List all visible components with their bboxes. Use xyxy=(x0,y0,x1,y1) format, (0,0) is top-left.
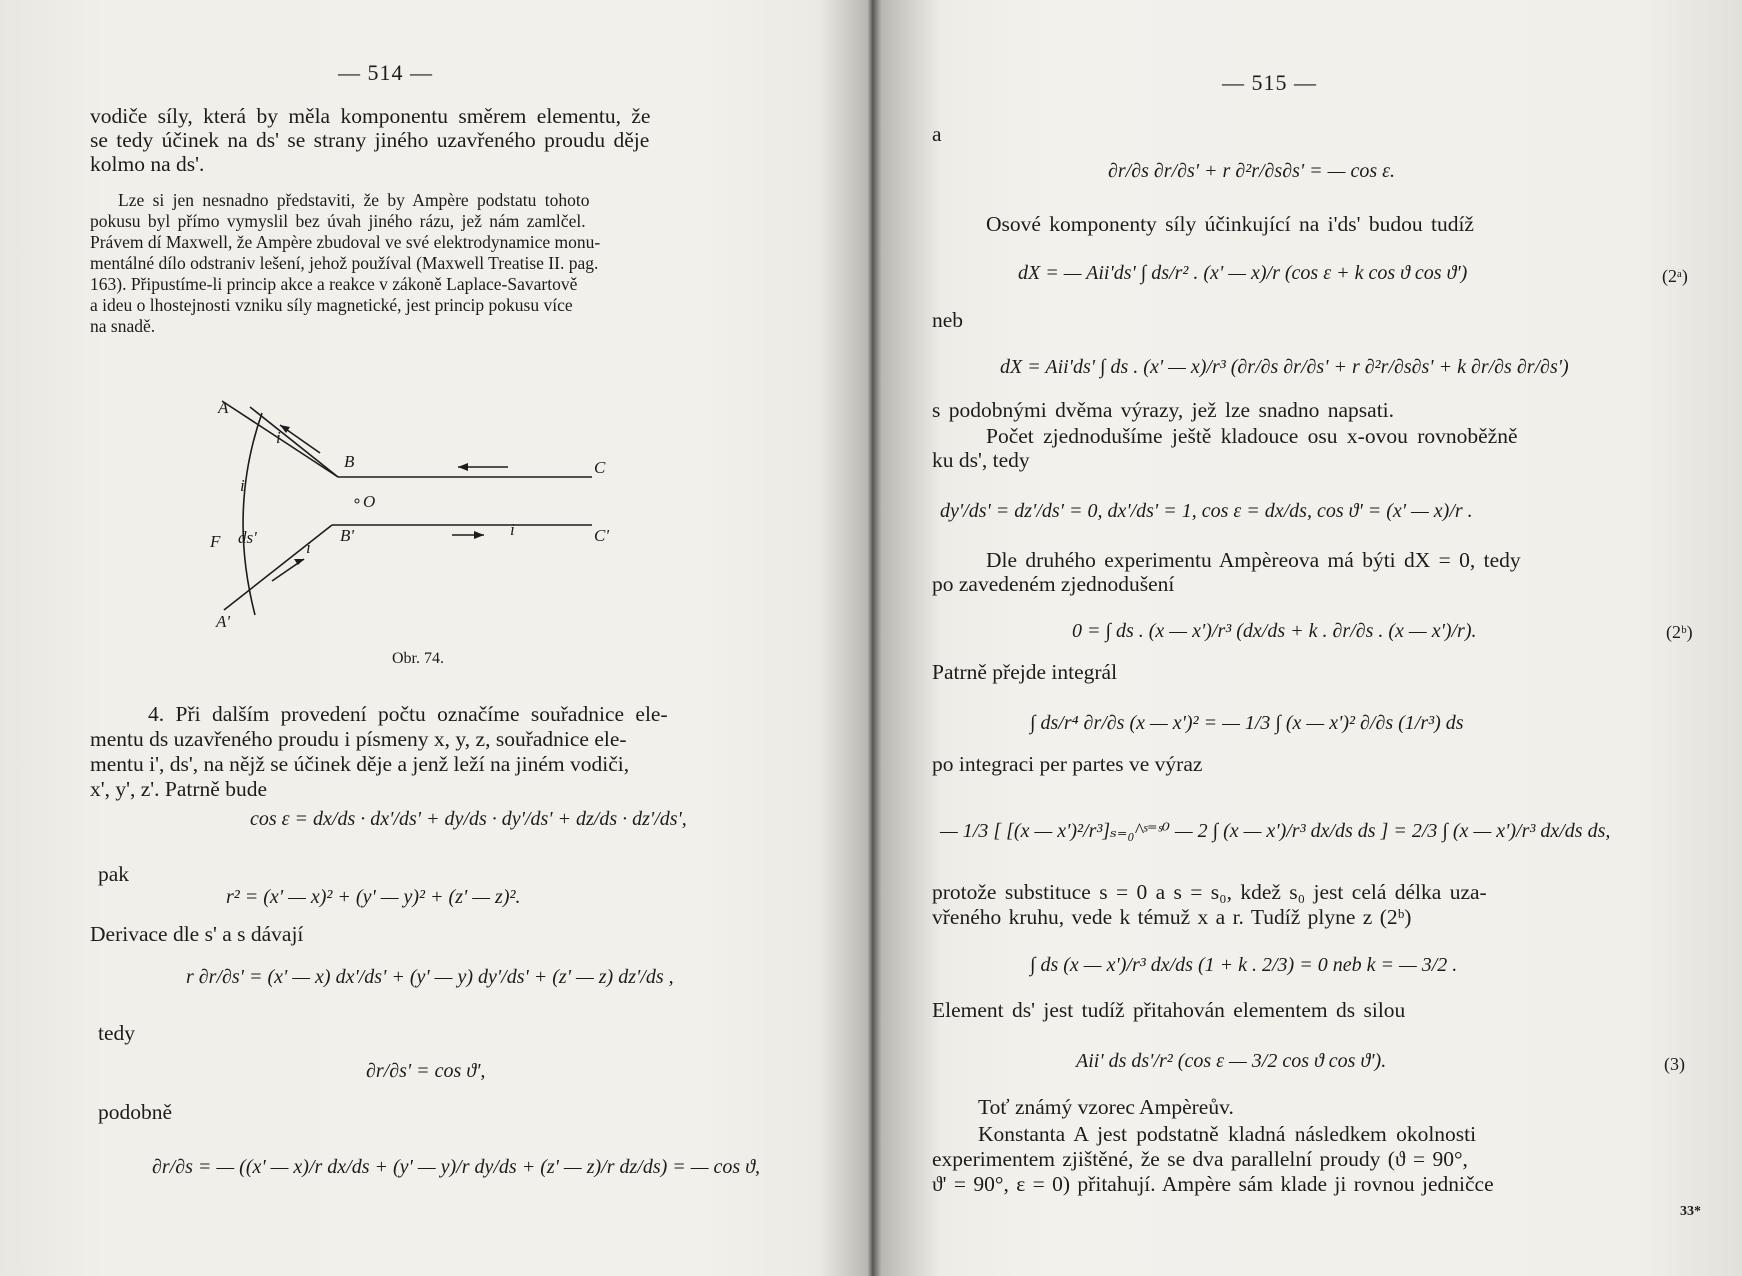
text-word: neb xyxy=(932,308,964,332)
equation-3: Aii' ds ds'/r² (cos ε — 3/2 cos ϑ cos ϑ'). xyxy=(1076,1050,1387,1072)
equation-per-partes: — 1/3 [ [(x — x')²/r³]ₛ₌₀^ˢ⁼ˢ⁰ — 2 ∫ (x — x')/r³ dx/ds ds ] = 2/3 ∫ (x — x')/r³ dx/ds ds, xyxy=(940,820,1611,842)
equation-k: ∫ ds (x — x')/r³ dx/ds (1 + k . 2/3) = 0 neb k = — 3/2 . xyxy=(1030,954,1458,976)
label-i: i xyxy=(240,476,245,495)
label-i: i xyxy=(510,520,515,539)
equation-cos-eps: cos ε = dx/ds · dx'/ds' + dy/ds · dy'/ds' + dz/ds · dz'/ds', xyxy=(250,808,687,830)
text-line: protože substituce s = 0 a s = s₀, kdež s₀ jest celá délka uza- xyxy=(932,880,1487,904)
equation-label-3: (3) xyxy=(1664,1054,1685,1074)
label-a-prime: A' xyxy=(216,612,231,631)
equation-dr-ds-prime: r ∂r/∂s' = (x' — x) dx'/ds' + (y' — y) dy'/ds' + (z' — z) dz'/ds , xyxy=(186,966,674,988)
label-b: B xyxy=(344,452,355,471)
label-a: A xyxy=(218,398,229,417)
text-line: Osové komponenty síly účinkující na i'ds' budou tudíž xyxy=(986,212,1474,236)
text-line: mentu i', ds', na nějž se účinek děje a jenž leží na jiném vodiči, xyxy=(90,752,630,776)
text-line: Konstanta A jest podstatně kladná následkem okolnosti xyxy=(978,1122,1477,1146)
note-line: pokusu byl přímo vymyslil bez úvah jiného rázu, jež nám zamlčel. xyxy=(90,211,586,231)
equation-label-2a: (2ᵃ) xyxy=(1662,266,1688,286)
note-line: na snadě. xyxy=(90,316,156,336)
text-word: tedy xyxy=(98,1021,136,1045)
text-word: pak xyxy=(98,862,130,886)
text-line: x', y', z'. Patrně bude xyxy=(90,777,268,801)
equation-2b: 0 = ∫ ds . (x — x')/r³ (dx/ds + k . ∂r/∂s . (x — x')/r). xyxy=(1072,620,1477,642)
text-line: 4. Při dalším provedení počtu označíme souřadnice ele- xyxy=(148,702,668,726)
note-line: 163). Připustíme-li princip akce a reakce v zákoně Laplace-Savartově xyxy=(90,274,578,294)
left-page xyxy=(0,0,860,1276)
page-number: — 514 — xyxy=(338,60,433,85)
note-line: Právem dí Maxwell, že Ampère zbudoval ve své elektrodynamice monu- xyxy=(90,232,601,252)
text-line: vodiče síly, která by měla komponentu směrem elementu, že xyxy=(90,104,651,128)
equation-2a-alt: dX = Aii'ds' ∫ ds . (x' — x)/r³ (∂r/∂s ∂r/∂s' + r ∂²r/∂s∂s' + k ∂r/∂s ∂r/∂s') xyxy=(1000,356,1569,378)
text-line: ϑ' = 90°, ε = 0) přitahují. Ampère sám klade ji rovnou jedničce xyxy=(932,1172,1494,1196)
equation-label-2b: (2ᵇ) xyxy=(1666,622,1693,642)
label-i: i xyxy=(276,428,281,447)
right-page xyxy=(880,0,1742,1276)
page-number: — 515 — xyxy=(1222,70,1317,95)
label-f: F xyxy=(210,532,221,551)
label-c-prime: C' xyxy=(594,526,609,545)
figure-caption: Obr. 74. xyxy=(392,650,444,667)
note-line: Lze si jen nesnadno představiti, že by Ampère podstatu tohoto xyxy=(118,190,590,210)
text-line: po zavedeném zjednodušení xyxy=(932,572,1175,596)
text-line: Dle druhého experimentu Ampèreova má býti dX = 0, tedy xyxy=(986,548,1521,572)
equation-integral: ∫ ds/r⁴ ∂r/∂s (x — x')² = — 1/3 ∫ (x — x')² ∂/∂s (1/r³) ds xyxy=(1030,712,1464,734)
equation-2a: dX = — Aii'ds' ∫ ds/r² . (x' — x)/r (cos ε + k cos ϑ cos ϑ') xyxy=(1018,262,1468,284)
arc-a-a-prime xyxy=(243,413,262,615)
text-line: experimentem zjištěné, že se dva parallelní proudy (ϑ = 90°, xyxy=(932,1147,1468,1171)
signature-mark: 33* xyxy=(1680,1204,1701,1219)
label-o: O xyxy=(363,492,376,511)
text-line: Toť známý vzorec Ampèreův. xyxy=(978,1095,1234,1119)
text-line: se tedy účinek na ds' se strany jiného uzavřeného proudu děje xyxy=(90,128,650,152)
text-line: Element ds' jest tudíž přitahován elementem ds silou xyxy=(932,998,1406,1022)
text-line: Patrně přejde integrál xyxy=(932,660,1118,684)
label-b-prime: B' xyxy=(340,526,355,545)
text-line: kolmo na ds'. xyxy=(90,152,205,176)
text-line: Počet zjednodušíme ještě kladouce osu x-ovou rovnoběžně xyxy=(986,424,1518,448)
label-ds-prime: ds' xyxy=(238,528,257,547)
label-i: i xyxy=(306,538,311,557)
text-line: ku ds', tedy xyxy=(932,448,1030,472)
equation-cos-eps: ∂r/∂s ∂r/∂s' + r ∂²r/∂s∂s' = — cos ε. xyxy=(1108,160,1395,182)
equation-simplification: dy'/ds' = dz'/ds' = 0, dx'/ds' = 1, cos ε = dx/ds, cos ϑ' = (x' — x)/r . xyxy=(940,500,1473,522)
text-word: podobně xyxy=(98,1100,173,1124)
label-c: C xyxy=(594,458,606,477)
text-line: vřeného kruhu, vede k témuž x a r. Tudíž plyne z (2ᵇ) xyxy=(932,905,1412,929)
text-line: mentu ds uzavřeného proudu i písmeny x, y, z, souřadnice ele- xyxy=(90,727,627,751)
note-line: a ideu o lhostejnosti vzniku síly magnetické, jest princip pokusu více xyxy=(90,295,573,315)
text-word: a xyxy=(932,122,942,146)
text-line: s podobnými dvěma výrazy, jež lze snadno napsati. xyxy=(932,398,1395,422)
text-line: po integraci per partes ve výraz xyxy=(932,752,1203,776)
note-line: mentálné dílo odstraniv lešení, jehož používal (Maxwell Treatise II. pag. xyxy=(90,253,599,273)
figure-74 xyxy=(210,395,640,635)
equation-r-squared: r² = (x' — x)² + (y' — y)² + (z' — z)². xyxy=(226,886,521,908)
equation-cos-theta-prime: ∂r/∂s' = cos ϑ', xyxy=(366,1060,486,1082)
text-line: Derivace dle s' a s dávají xyxy=(90,922,304,946)
equation-dr-ds: ∂r/∂s = — ((x' — x)/r dx/ds + (y' — y)/r dy/ds + (z' — z)/r dz/ds) = — cos ϑ, xyxy=(152,1156,761,1178)
